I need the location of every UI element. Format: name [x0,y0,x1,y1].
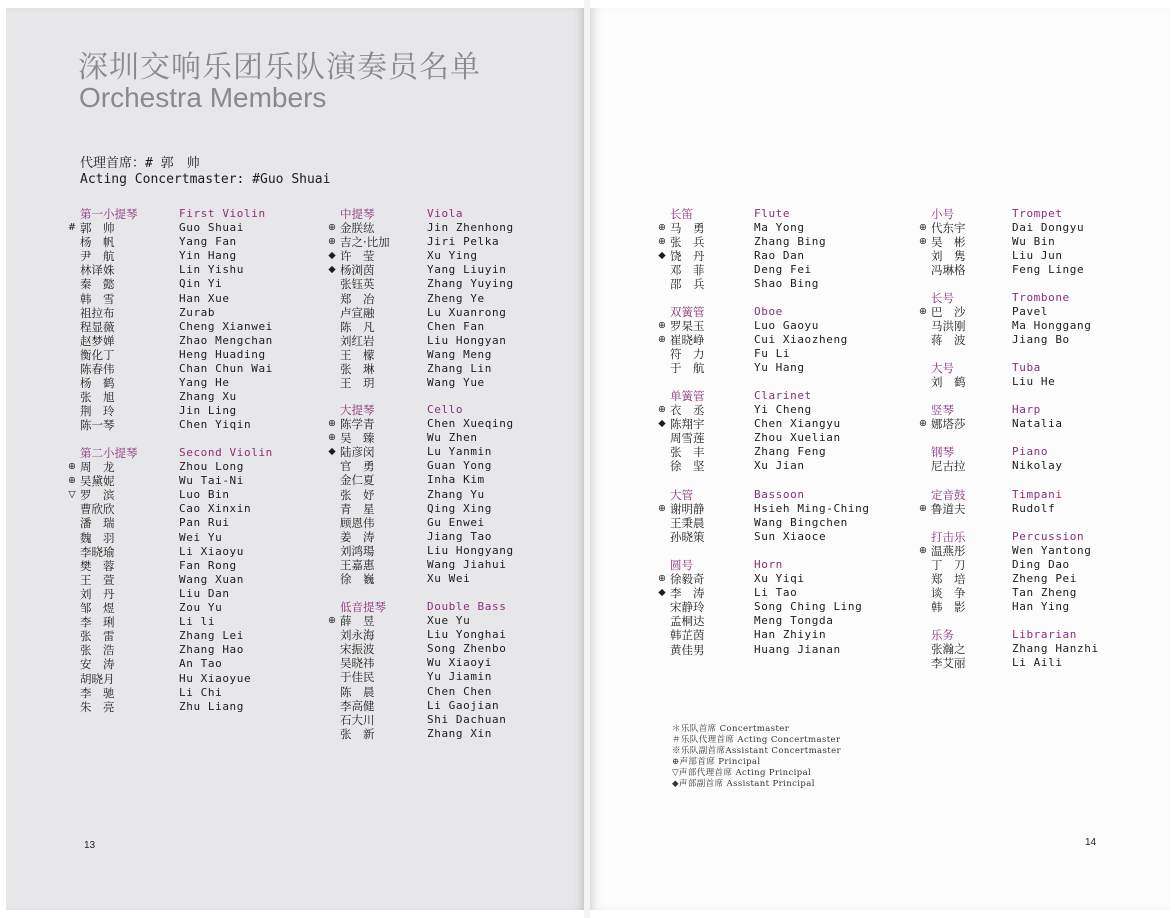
section-title-en: Timpani [1012,488,1063,501]
member-name-zh: 刘红岩 [340,333,375,348]
member-name-en: Fu Li [754,347,791,361]
member-name-en: Liu Dan [179,586,230,600]
member-name-zh: 李晓瑜 [80,544,115,559]
section-title-zh: 大提琴 [340,403,375,417]
member-name-en: Song Zhenbo [427,642,507,656]
section-title-en: Harp [1012,403,1041,416]
member-name-zh: 王 萱 [80,572,115,587]
member-name-zh: 王秉晨 [670,516,705,531]
member-name-en: Yi Cheng [754,403,812,417]
member-name-en: Zhou Long [179,460,245,474]
position-symbol: ⊕ [919,222,927,234]
member-name-en: Deng Fei [754,263,812,277]
section-title-en: Cello [427,403,464,416]
member-name-en: Zou Yu [179,601,223,615]
member-name-en: Zhao Mengchan [179,333,273,347]
member-name-en: Zhang Feng [754,445,827,459]
member-name-en: Ding Dao [1012,558,1070,572]
member-name-en: Guo Shuai [179,221,245,235]
position-symbol: ◆ [328,264,336,276]
section-title-en: First Violin [179,207,266,220]
member-name-zh: 于 航 [670,361,705,376]
member-name-en: Yu Jiamin [427,670,493,684]
member-name-en: Zurab [179,305,216,319]
member-name-zh: 孟桐达 [670,614,705,629]
section-title-zh: 打击乐 [931,530,966,544]
page-title-chinese: 深圳交响乐团乐队演奏员名单 [78,50,481,85]
member-name-zh: 谢明静 [670,502,705,517]
member-name-en: Li Gaojian [427,698,500,712]
legend-line: ＊乐队首席 Concertmaster [672,724,790,734]
position-symbol: ⊕ [919,545,927,557]
member-name-en: Li Tao [754,586,798,600]
member-name-zh: 樊 蓉 [80,558,115,573]
member-name-zh: 张瀚之 [931,642,966,657]
position-symbol: ⊕ [919,418,927,430]
section-title-zh: 乐务 [931,628,954,642]
member-name-en: Qing Xing [427,501,493,515]
member-name-zh: 张 雷 [80,629,115,644]
member-name-zh: 郑 冶 [340,291,375,306]
member-name-zh: 黄佳男 [670,642,705,657]
member-name-zh: 罗 滨 [80,488,115,503]
member-name-zh: 马洪刚 [931,319,966,334]
symbol-legend [672,724,841,791]
section-title-zh: 第二小提琴 [80,446,138,460]
member-name-en: Lu Yanmin [427,445,493,459]
member-name-en: Gu Enwei [427,515,485,529]
member-name-en: Yang Fan [179,235,237,249]
member-name-en: Heng Huading [179,347,266,361]
member-name-en: Wu Bin [1012,235,1056,249]
member-name-en: Wu Xiaoyi [427,656,493,670]
position-symbol: ◆ [328,250,336,262]
member-name-zh: 张 新 [340,726,375,741]
member-name-zh: 尹 航 [80,249,115,264]
member-name-zh: 娜塔莎 [931,417,966,432]
member-name-zh: 冯琳格 [931,263,966,278]
position-symbol: ▽ [68,489,76,501]
member-name-zh: 张钰英 [340,277,375,292]
member-name-en: Pavel [1012,305,1049,319]
member-name-zh: 刘 隽 [931,249,966,264]
member-name-en: Luo Gaoyu [754,319,820,333]
member-name-en: An Tao [179,657,223,671]
member-name-en: Hu Xiaoyue [179,671,252,685]
member-name-zh: 巴 沙 [931,305,966,320]
section-title-zh: 大管 [670,488,693,502]
member-name-en: Sun Xiaoce [754,530,827,544]
position-symbol: ⊕ [658,503,666,515]
section-title-en: Second Violin [179,446,273,459]
position-symbol: ⊕ [328,615,336,627]
member-name-zh: 温燕彤 [931,544,966,559]
legend-line: ⊕声部首席 Principal [672,757,761,768]
member-name-zh: 马 勇 [670,221,705,236]
member-name-en: Zheng Pei [1012,572,1078,586]
member-name-zh: 徐毅奇 [670,572,705,587]
acting-concertmaster-en: Acting Concertmaster: #Guo Shuai [80,172,331,187]
member-name-en: Chen Yiqin [179,418,252,432]
section-title-zh: 定音鼓 [931,488,966,502]
legend-line: ＃乐队代理首席 Acting Concertmaster [672,735,841,746]
position-symbol: ⊕ [658,320,666,332]
member-name-zh: 宋振波 [340,642,375,657]
member-name-en: Xue Yu [427,614,471,628]
member-name-en: Han Xue [179,291,230,305]
member-name-en: Li Chi [179,685,223,699]
member-name-zh: 曹欣欣 [80,502,115,517]
member-name-zh: 衡化丁 [80,347,115,362]
member-name-en: Wei Yu [179,530,223,544]
member-name-en: Nikolay [1012,459,1063,473]
member-name-en: Liu He [1012,375,1056,389]
member-name-en: Chan Chun Wai [179,362,273,376]
section-title-en: Viola [427,207,464,220]
member-name-en: Shao Bing [754,277,820,291]
member-name-zh: 杨浏茵 [340,263,375,278]
member-name-zh: 胡晓月 [80,671,115,686]
section-title-zh: 圆号 [670,558,693,572]
section-title-zh: 小号 [931,207,954,221]
member-name-en: Ma Honggang [1012,319,1092,333]
member-name-en: Zhang Hanzhi [1012,642,1099,656]
position-symbol: ⊕ [68,461,76,473]
member-name-en: Zhu Liang [179,699,245,713]
member-name-zh: 周 龙 [80,460,115,475]
member-name-en: Yang Liuyin [427,263,507,277]
section-title-zh: 低音提琴 [340,600,386,614]
page-title-english: Orchestra Members [79,82,327,113]
member-name-en: Zhang Lei [179,629,245,643]
member-name-en: Lin Yishu [179,263,245,277]
acting-concertmaster-zh: 代理首席：# 郭 帅 [80,156,200,171]
section-title-zh: 第一小提琴 [80,207,138,221]
member-name-en: Xu Wei [427,572,471,586]
member-name-zh: 蒋 波 [931,333,966,348]
section-title-en: Flute [754,207,791,220]
position-symbol: ⊕ [68,475,76,487]
member-name-en: Yu Hang [754,361,805,375]
member-name-zh: 杨 帆 [80,235,115,250]
member-name-en: Wang Bingchen [754,516,848,530]
member-name-en: Xu Jian [754,459,805,473]
member-name-zh: 刘 丹 [80,586,115,601]
member-name-zh: 赵梦婵 [80,333,115,348]
member-name-en: Qin Yi [179,277,223,291]
member-name-en: Feng Linge [1012,263,1085,277]
section-title-zh: 中提琴 [340,207,375,221]
member-name-zh: 韩 雪 [80,291,115,306]
member-name-zh: 金仁夏 [340,473,375,488]
member-name-en: Cui Xiaozheng [754,333,848,347]
member-name-en: Ma Yong [754,221,805,235]
member-name-zh: 石大川 [340,712,375,727]
member-name-zh: 刘 鹤 [931,375,966,390]
section-title-zh: 长号 [931,291,954,305]
member-name-zh: 徐 巍 [340,572,375,587]
member-name-en: Guan Yong [427,459,493,473]
member-name-zh: 安 涛 [80,657,115,672]
member-name-zh: 陆彦闵 [340,445,375,460]
section-title-en: Tuba [1012,361,1041,374]
member-name-en: Tan Zheng [1012,586,1078,600]
member-name-en: Liu Hongyang [427,543,514,557]
member-name-zh: 谈 争 [931,586,966,601]
member-name-en: Han Ying [1012,600,1070,614]
member-name-en: Wen Yantong [1012,544,1092,558]
position-symbol: ⊕ [658,573,666,585]
section-title-en: Clarinet [754,389,812,402]
section-title-en: Horn [754,558,783,571]
member-name-zh: 张 旭 [80,390,115,405]
member-name-en: Natalia [1012,417,1063,431]
section-title-en: Trompet [1012,207,1063,220]
member-name-en: Jin Zhenhong [427,221,514,235]
position-symbol: ⊕ [658,334,666,346]
member-name-zh: 陈学青 [340,417,375,432]
section-title-en: Oboe [754,305,783,318]
member-name-zh: 刘鸿瑒 [340,543,375,558]
legend-line: ▽声部代理首席 Acting Principal [672,768,812,779]
member-name-en: Hsieh Ming-Ching [754,502,870,516]
member-name-zh: 邹 煜 [80,601,115,616]
member-name-zh: 顾恩伟 [340,515,375,530]
position-symbol: ◆ [658,418,666,430]
section-title-zh: 钢琴 [931,445,954,459]
member-name-en: Han Zhiyin [754,628,827,642]
member-name-zh: 张 妤 [340,487,375,502]
member-name-en: Meng Tongda [754,614,834,628]
member-name-zh: 杨 鹤 [80,376,115,391]
member-name-en: Yang He [179,376,230,390]
member-name-zh: 陈 凡 [340,319,375,334]
member-name-en: Inha Kim [427,473,485,487]
member-name-zh: 姜 涛 [340,529,375,544]
position-symbol: ⊕ [328,236,336,248]
member-name-zh: 张 浩 [80,643,115,658]
member-name-en: Jiang Bo [1012,333,1070,347]
member-name-en: Zhang Hao [179,643,245,657]
member-name-en: Zhang Xin [427,726,493,740]
member-name-en: Yin Hang [179,249,237,263]
member-name-zh: 卢宣融 [340,305,375,320]
member-name-zh: 崔晓峥 [670,333,705,348]
member-name-en: Wang Xuan [179,572,245,586]
member-name-en: Pan Rui [179,516,230,530]
position-symbol: ⊕ [658,404,666,416]
position-symbol: ⊕ [328,418,336,430]
member-name-zh: 陈翔宇 [670,417,705,432]
member-name-zh: 张 丰 [670,445,705,460]
member-name-zh: 鲁道夫 [931,502,966,517]
member-name-zh: 王 玥 [340,376,375,391]
member-name-zh: 邵 兵 [670,277,705,292]
member-name-en: Zhang Xu [179,390,237,404]
member-name-en: Cao Xinxin [179,502,252,516]
member-name-zh: 衣 丞 [670,403,705,418]
member-name-zh: 孙晓策 [670,530,705,545]
member-name-zh: 张 兵 [670,235,705,250]
section-title-en: Bassoon [754,488,805,501]
position-symbol: ⊕ [658,236,666,248]
member-name-en: Cheng Xianwei [179,319,273,333]
member-name-zh: 饶 丹 [670,249,705,264]
page-number-left: 13 [84,840,96,851]
position-symbol: ⊕ [919,306,927,318]
member-name-en: Wu Zhen [427,431,478,445]
member-name-en: Chen Xueqing [427,417,514,431]
member-name-en: Zheng Ye [427,291,485,305]
member-name-zh: 吴 臻 [340,431,375,446]
member-name-en: Fan Rong [179,558,237,572]
member-name-zh: 徐 坚 [670,459,705,474]
position-symbol: ⊕ [328,432,336,444]
member-name-zh: 代东宇 [931,221,966,236]
section-title-en: Double Bass [427,600,507,613]
member-name-en: Xu Ying [427,249,478,263]
member-name-zh: 陈一琴 [80,418,115,433]
member-name-en: Zhang Lin [427,362,493,376]
member-name-zh: 郭 帅 [80,221,115,236]
section-title-zh: 大号 [931,361,954,375]
member-name-en: Rao Dan [754,249,805,263]
member-name-zh: 吴晓祎 [340,656,375,671]
section-title-en: Piano [1012,445,1049,458]
member-name-en: Dai Dongyu [1012,221,1085,235]
position-symbol: ⊕ [919,503,927,515]
member-name-en: Li Aili [1012,656,1063,670]
member-name-zh: 林译姝 [80,263,115,278]
member-name-en: Jin Ling [179,404,237,418]
legend-line: ◆声部副首席 Assistant Principal [672,779,815,790]
member-name-zh: 秦 懿 [80,277,115,292]
member-name-en: Zhang Yu [427,487,485,501]
member-name-en: Rudolf [1012,502,1056,516]
member-name-en: Chen Xiangyu [754,417,841,431]
member-name-zh: 于佳民 [340,670,375,685]
member-name-zh: 祖拉布 [80,305,115,320]
member-name-zh: 官 勇 [340,459,375,474]
member-name-zh: 罗杲玉 [670,319,705,334]
section-title-en: Trombone [1012,291,1070,304]
member-name-zh: 邓 菲 [670,263,705,278]
member-name-en: Wang Meng [427,347,493,361]
member-name-en: Zhang Yuying [427,277,514,291]
member-name-zh: 程显薇 [80,319,115,334]
member-name-zh: 吉之·比加 [340,235,390,250]
member-name-zh: 魏 羽 [80,530,115,545]
member-name-zh: 荆 玲 [80,404,115,419]
member-name-en: Zhang Bing [754,235,827,249]
member-name-zh: 周雪莲 [670,431,705,446]
member-name-en: Wang Yue [427,376,485,390]
member-name-zh: 吴 彬 [931,235,966,250]
member-name-zh: 李高健 [340,698,375,713]
position-symbol: ⊕ [328,222,336,234]
member-name-zh: 许 莹 [340,249,375,264]
member-name-en: Song Ching Ling [754,600,863,614]
member-name-zh: 薛 昱 [340,614,375,629]
member-name-zh: 吴黛妮 [80,474,115,489]
member-name-en: Wang Jiahui [427,558,507,572]
member-name-zh: 刘永海 [340,628,375,643]
member-name-zh: 潘 瑞 [80,516,115,531]
member-name-en: Li Xiaoyu [179,544,245,558]
member-name-en: Li li [179,615,216,629]
member-name-en: Wu Tai-Ni [179,474,245,488]
position-symbol: ◆ [658,250,666,262]
member-name-zh: 李 涛 [670,586,705,601]
member-name-zh: 陈 晨 [340,684,375,699]
acting-concertmaster [80,156,330,188]
position-symbol: ◆ [658,587,666,599]
legend-line: ※乐队副首席Assistant Concertmaster [672,746,841,757]
position-symbol: ◆ [328,446,336,458]
position-symbol: ⊕ [658,222,666,234]
member-name-zh: 韩芷茵 [670,628,705,643]
position-symbol: # [68,222,76,234]
member-name-en: Xu Yiqi [754,572,805,586]
member-name-zh: 符 力 [670,347,705,362]
member-name-en: Jiang Tao [427,529,493,543]
section-title-zh: 长笛 [670,207,693,221]
member-name-zh: 朱 亮 [80,699,115,714]
member-name-zh: 金朕纮 [340,221,375,236]
member-name-en: Liu Jun [1012,249,1063,263]
member-name-en: Zhou Xuelian [754,431,841,445]
member-name-zh: 丁 刀 [931,558,966,573]
member-name-zh: 王 檬 [340,347,375,362]
member-name-zh: 张 琳 [340,362,375,377]
member-name-zh: 郑 培 [931,572,966,587]
member-name-en: Shi Dachuan [427,712,507,726]
member-name-zh: 尼古拉 [931,459,966,474]
member-name-en: Liu Hongyan [427,333,507,347]
member-name-en: Lu Xuanrong [427,305,507,319]
position-symbol: ⊕ [919,236,927,248]
section-title-zh: 竖琴 [931,403,954,417]
member-name-zh: 韩 影 [931,600,966,615]
section-title-en: Librarian [1012,628,1078,641]
section-title-zh: 双簧管 [670,305,705,319]
member-name-zh: 李 驰 [80,685,115,700]
member-name-zh: 李艾丽 [931,656,966,671]
member-name-zh: 青 星 [340,501,375,516]
member-name-en: Chen Fan [427,319,485,333]
member-name-en: Liu Yonghai [427,628,507,642]
member-name-en: Luo Bin [179,488,230,502]
member-name-zh: 陈春伟 [80,362,115,377]
member-name-zh: 宋静玲 [670,600,705,615]
page-number-right: 14 [1085,837,1097,848]
member-name-en: Chen Chen [427,684,493,698]
member-name-en: Huang Jianan [754,642,841,656]
section-title-zh: 单簧管 [670,389,705,403]
member-name-zh: 王嘉惠 [340,558,375,573]
member-name-en: Jiri Pelka [427,235,500,249]
member-name-zh: 李 琍 [80,615,115,630]
section-title-en: Percussion [1012,530,1085,543]
